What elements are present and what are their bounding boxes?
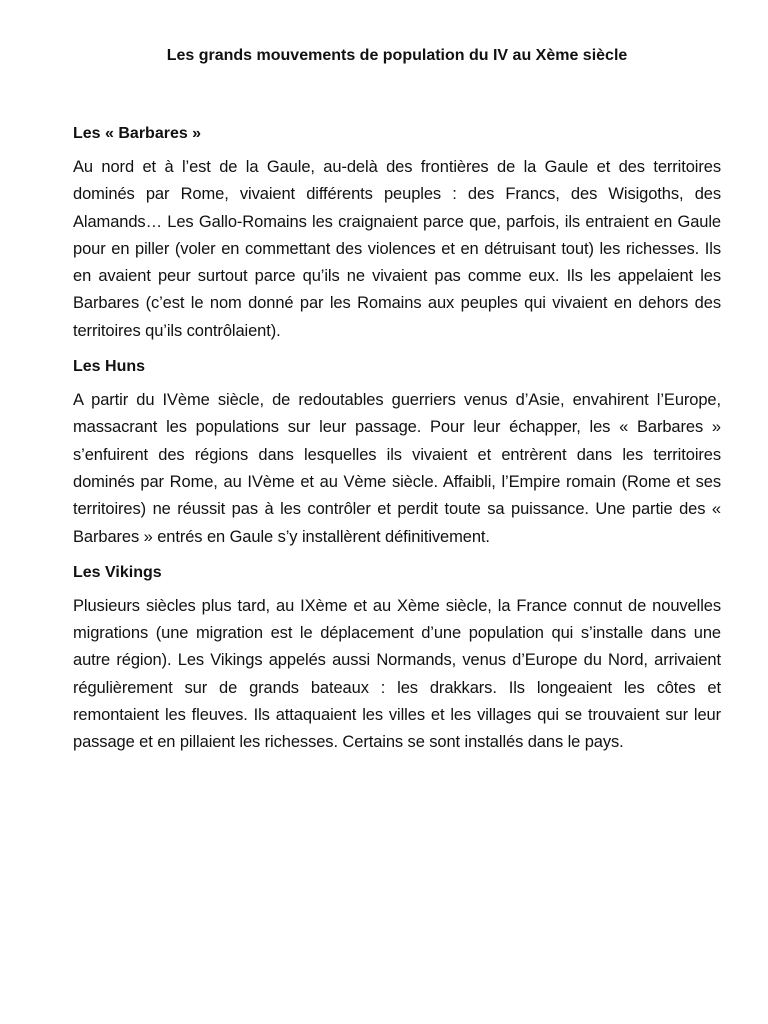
section-heading-barbares: Les « Barbares » (73, 125, 202, 142)
section-paragraph-huns: A partir du IVème siècle, de redoutables guerriers venus d’Asie, envahirent l’Europe, massacrant les populations sur leur passage. Pour leur échapper, les « Barbares » s’enfuirent des régions dans lesquelles ils vivaient et entrèrent dans les territoires dominés par Rome, au IVème et au Vème siècle. Affaibli, l’Empire romain (Rome et ses territoires) ne réussit pas à les contrôler et perdit toute sa puissance. Une partie des « Barbares » entrés en Gaule s’y installèrent définitivement. (73, 391, 721, 546)
section-paragraph-barbares: Au nord et à l’est de la Gaule, au-delà des frontières de la Gaule et des territoires dominés par Rome, vivaient différents peuples : des Francs, des Wisigoths, des Alamands… Les Gallo-Romains les craignaient parce que, parfois, ils entraient en Gaule pour en piller (voler en commettant des violences et en détruisant tout) les richesses. Ils en avaient peur surtout parce qu’ils ne vivaient pas comme eux. Ils les appelaient les Barbares (c’est le nom donné par les Romains aux peuples qui vivaient en dehors des territoires qu’ils contrôlaient). (73, 158, 721, 340)
section-barbares (73, 122, 721, 345)
section-heading-huns: Les Huns (73, 358, 146, 376)
section-huns (73, 355, 721, 551)
section-paragraph-vikings: Plusieurs siècles plus tard, au IXème et au Xème siècle, la France connut de nouvelles migrations (une migration est le déplacement d’une population qui s’installe dans une autre région). Les Vikings appelés aussi Normands, venus d’Europe du Nord, arrivaient régulièrement sur de grands bateaux : les drakkars. Ils longeaient les côtes et remontaient les fleuves. Ils attaquaient les villes et les villages qui se trouvaient sur leur passage et en pillaient les richesses. Certains se sont installés dans le pays. (73, 596, 721, 752)
document-title: Les grands mouvements de population du IV au Xème siècle (166, 47, 628, 64)
document-page (73, 44, 721, 767)
section-heading-vikings: Les Vikings (73, 563, 162, 581)
section-vikings (73, 561, 721, 757)
